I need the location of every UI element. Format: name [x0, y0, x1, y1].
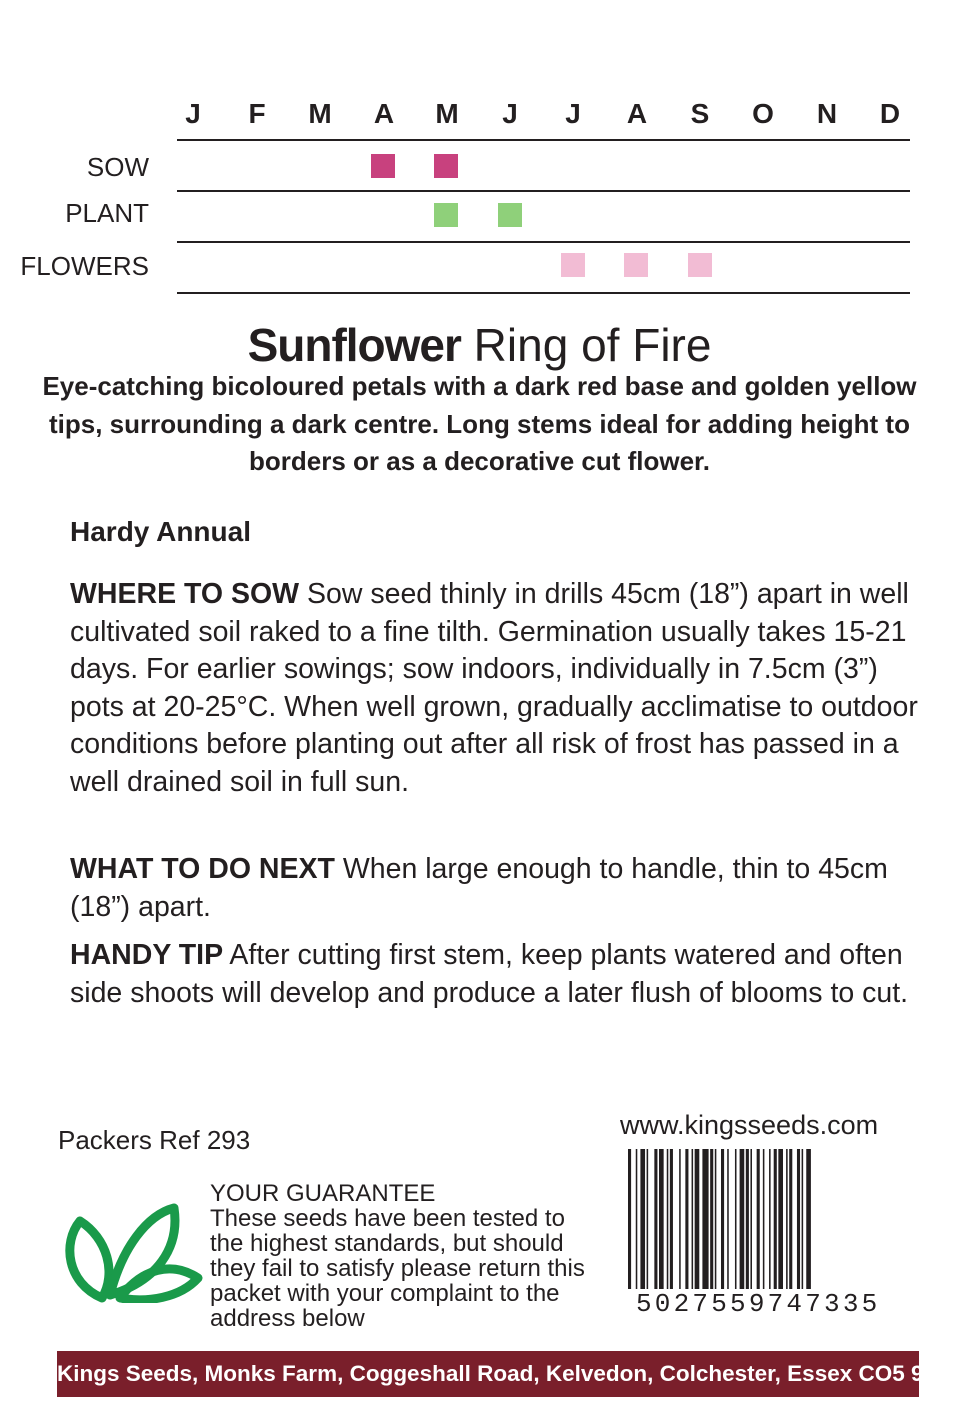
barcode-bar: [750, 1149, 752, 1289]
barcode-bar: [670, 1149, 673, 1289]
calendar-cell-flowers: [561, 253, 585, 277]
calendar-cell-flowers: [688, 253, 712, 277]
barcode-bar: [769, 1149, 771, 1289]
calendar-cell-sow: [371, 154, 395, 178]
barcode-bar: [735, 1149, 737, 1289]
calendar-cell-plant: [434, 203, 458, 227]
month-header: F: [248, 98, 266, 129]
barcode-bar: [685, 1149, 688, 1289]
month-header: D: [879, 98, 901, 129]
calendar-rule: [177, 190, 910, 192]
address-text: Kings Seeds, Monks Farm, Coggeshall Road, Kelvedon, Colchester, Essex CO5 9PG: [57, 1361, 957, 1386]
calendar-cell-sow: [434, 154, 458, 178]
calendar-cell-flowers: [624, 253, 648, 277]
barcode-bar: [727, 1149, 729, 1289]
month-header: M: [308, 98, 332, 129]
handy-tip-text: After cutting first stem, keep plants watered and often side shoots will develop and produce a later flush of blooms to cut.: [70, 939, 909, 1009]
month-header: J: [502, 98, 518, 129]
where-to-sow-text: Sow seed thinly in drills 45cm (18”) apart in well cultivated soil raked to a fine tilth. Germination usually takes 15-21 days. For earlier sowings; sow indoors, individually in 7.5cm (3”) pots at 20-25°C. When well grown, gradually acclimatise to outdoor conditions before planting out after all risk of frost has passed in a well drained soil in full sun.: [70, 578, 918, 798]
month-header: M: [435, 98, 459, 129]
month-header: J: [565, 98, 581, 129]
month-header: A: [626, 98, 648, 129]
barcode-bar: [702, 1149, 708, 1289]
barcode: [626, 1149, 916, 1291]
barcode-bar: [740, 1149, 745, 1289]
barcode-bar: [763, 1149, 765, 1289]
calendar-rule: [177, 292, 910, 294]
where-to-sow-section: [70, 576, 930, 801]
calendar-cell-plant: [498, 203, 522, 227]
barcode-bar: [692, 1149, 694, 1289]
barcode-bar: [659, 1149, 664, 1289]
calendar-row-label-flowers: FLOWERS: [20, 251, 149, 281]
barcode-bar: [806, 1149, 811, 1289]
barcode-bar: [710, 1149, 713, 1289]
what-to-do-next-section: [70, 851, 930, 926]
product-title-rest: Ring of Fire: [460, 319, 712, 371]
barcode-bar: [647, 1149, 649, 1289]
product-title-bold: Sunflower: [247, 319, 461, 371]
barcode-bar: [778, 1149, 783, 1289]
month-header: A: [373, 98, 395, 129]
barcode-bar: [695, 1149, 700, 1289]
what-to-do-next-text: When large enough to handle, thin to 45cm (18”) apart.: [70, 853, 888, 923]
barcode-bar: [774, 1149, 777, 1289]
barcode-bar: [628, 1149, 631, 1289]
what-to-do-next-heading: WHAT TO DO NEXT: [70, 853, 335, 885]
calendar-rule: [177, 241, 910, 243]
month-header: O: [752, 98, 774, 129]
barcode-bar: [802, 1149, 804, 1289]
where-to-sow-heading: WHERE TO SOW: [70, 578, 300, 610]
guarantee-block: [210, 1181, 590, 1331]
calendar-row-label-plant: PLANT: [65, 198, 149, 228]
barcode-bar: [797, 1149, 800, 1289]
plant-type: Hardy Annual: [70, 516, 251, 547]
barcode-number: 5027559747335: [636, 1289, 881, 1319]
barcode-bar: [654, 1149, 657, 1289]
barcode-bar: [679, 1149, 681, 1289]
address-bar: [57, 1351, 957, 1397]
guarantee-text: These seeds have been tested to the highest standards, but should they fail to satisfy please return this packet with your complaint to the address below: [210, 1205, 585, 1332]
barcode-bar: [746, 1149, 749, 1289]
calendar-row-label-sow: SOW: [86, 152, 149, 182]
handy-tip-heading: HANDY TIP: [70, 939, 224, 971]
handy-tip-section: [70, 937, 930, 1012]
barcode-bar: [667, 1149, 669, 1289]
barcode-bar: [786, 1149, 788, 1289]
barcode-bar: [721, 1149, 724, 1289]
barcode-bar: [789, 1149, 792, 1289]
barcode-bar: [636, 1149, 638, 1289]
guarantee-title: YOUR GUARANTEE: [210, 1180, 436, 1207]
barcode-bar: [640, 1149, 645, 1289]
barcode-bar: [715, 1149, 717, 1289]
month-header: S: [690, 98, 710, 129]
barcode-bar: [757, 1149, 760, 1289]
calendar-rule: [177, 139, 910, 141]
leaves-icon: [62, 1203, 204, 1303]
website-url[interactable]: www.kingsseeds.com: [620, 1110, 879, 1140]
packers-ref: Packers Ref 293: [58, 1125, 251, 1155]
product-description: Eye-catching bicoloured petals with a dark red base and golden yellow tips, surrounding a dark centre. Long stems ideal for adding height to borders or as a decorative cut flower.: [42, 371, 917, 476]
month-header: J: [185, 98, 201, 129]
month-header: N: [816, 98, 838, 129]
product-title: [0, 318, 959, 372]
